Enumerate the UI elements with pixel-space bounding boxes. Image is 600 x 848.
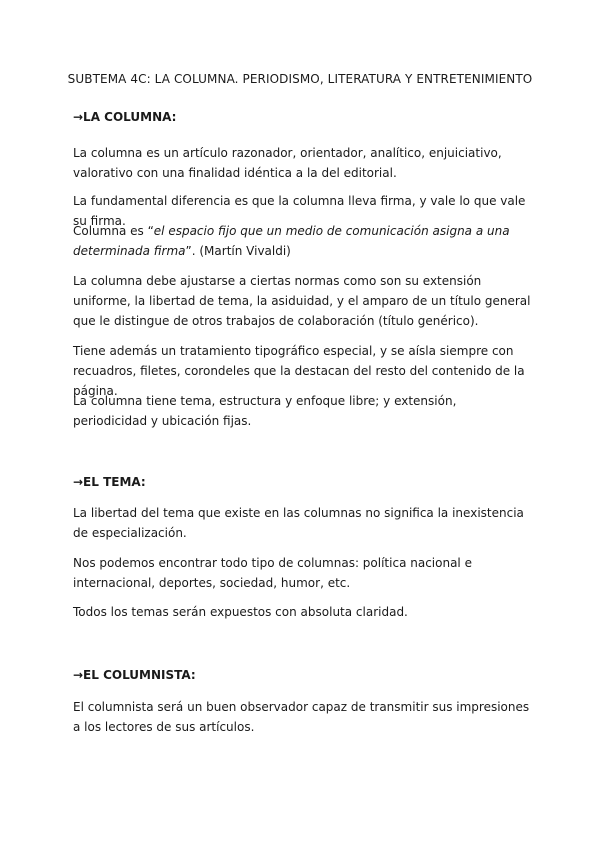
section-heading-el-tema: →EL TEMA: xyxy=(73,475,146,489)
paragraph: Todos los temas serán expuestos con absoluta claridad. xyxy=(73,605,408,619)
quote-suffix: ”. (Martín Vivaldi) xyxy=(185,244,291,258)
paragraph: El columnista será un buen observador capaz de transmitir sus impresiones a los lectores de sus artículos. xyxy=(73,700,530,734)
paragraph: Nos podemos encontrar todo tipo de columnas: política nacional e internacional, deportes, sociedad, humor, etc. xyxy=(73,556,472,590)
paragraph-quote xyxy=(73,221,533,261)
document-title: SUBTEMA 4C: LA COLUMNA. PERIODISMO, LITERATURA Y ENTRETENIMIENTO xyxy=(67,72,533,86)
quote-text: el espacio fijo que un medio de comunicación asigna a una determinada firma xyxy=(73,224,510,258)
paragraph: Tiene además un tratamiento tipográfico especial, y se aísla siempre con recuadros, filetes, corondeles que la destacan del resto del contenido de la página. xyxy=(73,344,525,398)
section-heading-el-columnista: →EL COLUMNISTA: xyxy=(73,668,196,682)
paragraph: La columna debe ajustarse a ciertas normas como son su extensión uniforme, la libertad de tema, la asiduidad, y el amparo de un título general que le distingue de otros trabajos de colaboración (título genérico). xyxy=(73,274,531,328)
paragraph: La columna es un artículo razonador, orientador, analítico, enjuiciativo, valorativo con una finalidad idéntica a la del editorial. xyxy=(73,146,502,180)
section-heading-la-columna: →LA COLUMNA: xyxy=(73,110,177,124)
quote-prefix: Columna es “ xyxy=(73,224,154,238)
paragraph: La libertad del tema que existe en las columnas no significa la inexistencia de especialización. xyxy=(73,506,524,540)
paragraph: La fundamental diferencia es que la columna lleva firma, y vale lo que vale su firma. xyxy=(73,194,526,228)
paragraph: La columna tiene tema, estructura y enfoque libre; y extensión, periodicidad y ubicación fijas. xyxy=(73,394,457,428)
